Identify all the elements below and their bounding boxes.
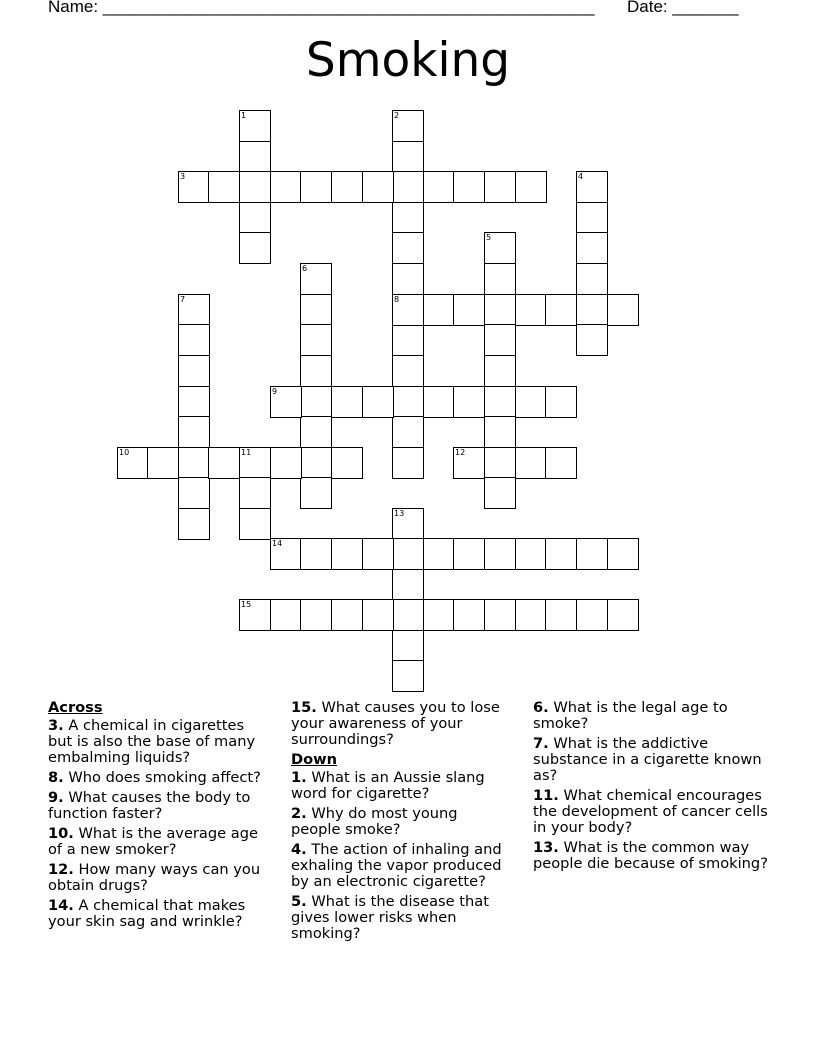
clue-number: 6 [302, 264, 308, 273]
grid-cell[interactable] [300, 538, 332, 570]
grid-cell[interactable] [576, 171, 608, 203]
grid-cell[interactable] [270, 538, 302, 570]
grid-cell[interactable] [576, 324, 608, 356]
clue-text: Why do most young people smoke? [291, 805, 458, 838]
grid-cell[interactable] [392, 294, 424, 326]
grid-cell[interactable] [239, 477, 271, 509]
clue-number: 11. [533, 787, 559, 804]
grid-cell[interactable] [300, 294, 332, 326]
grid-cell[interactable] [423, 294, 455, 326]
clue-number: 6. [533, 699, 549, 716]
grid-cell[interactable] [392, 141, 424, 173]
clue-item [48, 770, 270, 786]
grid-cell[interactable] [178, 477, 210, 509]
down-heading: Down [291, 751, 338, 768]
grid-cell[interactable] [484, 324, 516, 356]
grid-cell[interactable] [300, 477, 332, 509]
clue-number: 9. [48, 789, 64, 806]
grid-cell[interactable] [331, 386, 363, 418]
clue-number: 10. [48, 825, 74, 842]
grid-cell[interactable] [576, 202, 608, 234]
clue-number: 4. [291, 841, 307, 858]
grid-cell[interactable] [178, 171, 210, 203]
clue-text: How many ways can you obtain drugs? [48, 861, 261, 894]
grid-cell[interactable] [300, 386, 332, 418]
grid-cell[interactable] [453, 538, 485, 570]
grid-cell[interactable] [300, 599, 332, 631]
clue-number: 12. [48, 861, 74, 878]
clue-number: 2. [291, 805, 307, 822]
grid-cell[interactable] [607, 599, 639, 631]
grid-cell[interactable] [208, 171, 240, 203]
grid-cell[interactable] [545, 386, 577, 418]
clues-column-2 [291, 700, 511, 946]
grid-cell[interactable] [453, 294, 485, 326]
grid-cell[interactable] [270, 447, 302, 479]
grid-cell[interactable] [515, 294, 547, 326]
grid-cell[interactable] [545, 447, 577, 479]
clues-column-3 [533, 700, 773, 876]
grid-cell[interactable] [178, 447, 210, 479]
grid-cell[interactable] [239, 141, 271, 173]
clue-text: What chemical encourages the development of cancer cells in your body? [533, 787, 768, 836]
clue-item [48, 862, 270, 894]
clue-item [291, 842, 511, 890]
clue-number: 12 [455, 448, 466, 457]
grid-cell[interactable] [484, 477, 516, 509]
grid-cell[interactable] [147, 447, 179, 479]
clue-number: 8 [394, 295, 400, 304]
grid-cell[interactable] [392, 660, 424, 692]
clue-number: 3. [48, 717, 64, 734]
grid-cell[interactable] [331, 171, 363, 203]
clue-number: 1. [291, 769, 307, 786]
clue-text: A chemical that makes your skin sag and wrinkle? [48, 897, 246, 930]
grid-cell[interactable] [362, 599, 394, 631]
grid-cell[interactable] [392, 508, 424, 540]
grid-cell[interactable] [607, 538, 639, 570]
grid-cell[interactable] [178, 386, 210, 418]
grid-cell[interactable] [239, 232, 271, 264]
grid-cell[interactable] [392, 538, 424, 570]
grid-cell[interactable] [392, 171, 424, 203]
clue-item [291, 806, 511, 838]
clue-item [48, 898, 270, 930]
clue-number: 14. [48, 897, 74, 914]
clue-text: What is the disease that gives lower risks when smoking? [291, 893, 489, 942]
grid-cell[interactable] [300, 416, 332, 448]
grid-cell[interactable] [392, 232, 424, 264]
clue-number: 8. [48, 769, 64, 786]
grid-cell[interactable] [362, 171, 394, 203]
clue-number: 13 [394, 509, 405, 518]
grid-cell[interactable] [453, 171, 485, 203]
grid-cell[interactable] [392, 416, 424, 448]
clue-number: 3 [180, 172, 186, 181]
clue-number: 15. [291, 699, 317, 716]
grid-cell[interactable] [300, 324, 332, 356]
grid-cell[interactable] [178, 508, 210, 540]
grid-cell[interactable] [392, 599, 424, 631]
grid-cell[interactable] [392, 355, 424, 387]
grid-cell[interactable] [300, 447, 332, 479]
clue-text: What is the common way people die because of smoking? [533, 839, 768, 872]
clue-number: 5 [486, 233, 492, 242]
clue-text: A chemical in cigarettes but is also the base of many embalming liquids? [48, 717, 256, 766]
grid-cell[interactable] [208, 447, 240, 479]
grid-cell[interactable] [515, 599, 547, 631]
grid-cell[interactable] [453, 386, 485, 418]
grid-cell[interactable] [484, 232, 516, 264]
grid-cell[interactable] [178, 294, 210, 326]
clue-number: 4 [578, 172, 584, 181]
grid-cell[interactable] [392, 202, 424, 234]
clue-number: 11 [241, 448, 252, 457]
grid-cell[interactable] [453, 599, 485, 631]
clue-item [48, 718, 270, 766]
clue-item [533, 840, 773, 872]
name-field: Name: ____________________________________________________ [48, 0, 595, 16]
grid-cell[interactable] [362, 538, 394, 570]
grid-cell[interactable] [331, 538, 363, 570]
grid-cell[interactable] [300, 171, 332, 203]
grid-cell[interactable] [576, 599, 608, 631]
clue-number: 7. [533, 735, 549, 752]
clue-text: What is an Aussie slang word for cigarette? [291, 769, 485, 802]
grid-cell[interactable] [392, 263, 424, 295]
page-title: Smoking [305, 33, 511, 88]
grid-cell[interactable] [239, 171, 271, 203]
grid-cell[interactable] [392, 110, 424, 142]
grid-cell[interactable] [239, 447, 271, 479]
grid-cell[interactable] [423, 171, 455, 203]
grid-cell[interactable] [178, 355, 210, 387]
clue-text: The action of inhaling and exhaling the vapor produced by an electronic cigarette? [291, 841, 502, 890]
clue-number: 13. [533, 839, 559, 856]
clue-item [291, 894, 511, 942]
clue-number: 2 [394, 111, 400, 120]
grid-cell[interactable] [239, 202, 271, 234]
grid-cell[interactable] [484, 386, 516, 418]
grid-cell[interactable] [484, 538, 516, 570]
grid-cell[interactable] [178, 324, 210, 356]
grid-cell[interactable] [484, 263, 516, 295]
grid-cell[interactable] [453, 447, 485, 479]
clue-item [533, 788, 773, 836]
grid-cell[interactable] [484, 355, 516, 387]
date-field: Date: _______ [627, 0, 739, 16]
grid-cell[interactable] [423, 386, 455, 418]
grid-cell[interactable] [545, 538, 577, 570]
clue-item [291, 770, 511, 802]
grid-cell[interactable] [239, 110, 271, 142]
grid-cell[interactable] [545, 599, 577, 631]
grid-cell[interactable] [270, 171, 302, 203]
grid-cell[interactable] [270, 599, 302, 631]
grid-cell[interactable] [576, 538, 608, 570]
grid-cell[interactable] [239, 508, 271, 540]
grid-cell[interactable] [300, 355, 332, 387]
clue-item [48, 826, 270, 858]
grid-cell[interactable] [117, 447, 149, 479]
grid-cell[interactable] [239, 599, 271, 631]
clue-text: What is the addictive substance in a cigarette known as? [533, 735, 762, 784]
across-heading: Across [48, 699, 103, 716]
clue-item [533, 700, 773, 732]
grid-cell[interactable] [515, 447, 547, 479]
clue-number: 15 [241, 600, 252, 609]
grid-cell[interactable] [576, 263, 608, 295]
grid-cell[interactable] [515, 171, 547, 203]
clue-text: What is the legal age to smoke? [533, 699, 728, 732]
grid-cell[interactable] [392, 447, 424, 479]
grid-cell[interactable] [484, 416, 516, 448]
grid-cell[interactable] [484, 294, 516, 326]
grid-cell[interactable] [392, 386, 424, 418]
grid-cell[interactable] [484, 171, 516, 203]
clue-item [291, 700, 511, 748]
grid-cell[interactable] [423, 599, 455, 631]
clue-number: 9 [272, 387, 278, 396]
clue-item [533, 736, 773, 784]
grid-cell[interactable] [484, 447, 516, 479]
grid-cell[interactable] [178, 416, 210, 448]
grid-cell[interactable] [576, 294, 608, 326]
grid-cell[interactable] [484, 599, 516, 631]
grid-cell[interactable] [423, 538, 455, 570]
clue-text: What causes you to lose your awareness of your surroundings? [291, 699, 500, 748]
clue-number: 1 [241, 111, 247, 120]
grid-cell[interactable] [392, 324, 424, 356]
grid-cell[interactable] [331, 599, 363, 631]
grid-cell[interactable] [392, 630, 424, 662]
grid-cell[interactable] [515, 386, 547, 418]
grid-cell[interactable] [545, 294, 577, 326]
clues-column-1 [48, 700, 270, 934]
grid-cell[interactable] [300, 263, 332, 295]
clue-number: 5. [291, 893, 307, 910]
clue-number: 7 [180, 295, 186, 304]
grid-cell[interactable] [362, 386, 394, 418]
clue-number: 14 [272, 539, 283, 548]
grid-cell[interactable] [270, 386, 302, 418]
grid-cell[interactable] [392, 569, 424, 601]
clue-number: 10 [119, 448, 130, 457]
grid-cell[interactable] [515, 538, 547, 570]
grid-cell[interactable] [607, 294, 639, 326]
grid-cell[interactable] [576, 232, 608, 264]
grid-cell[interactable] [331, 447, 363, 479]
clue-text: What is the average age of a new smoker? [48, 825, 258, 858]
clue-text: What causes the body to function faster? [48, 789, 251, 822]
clue-item [48, 790, 270, 822]
clue-text: Who does smoking affect? [63, 769, 261, 786]
